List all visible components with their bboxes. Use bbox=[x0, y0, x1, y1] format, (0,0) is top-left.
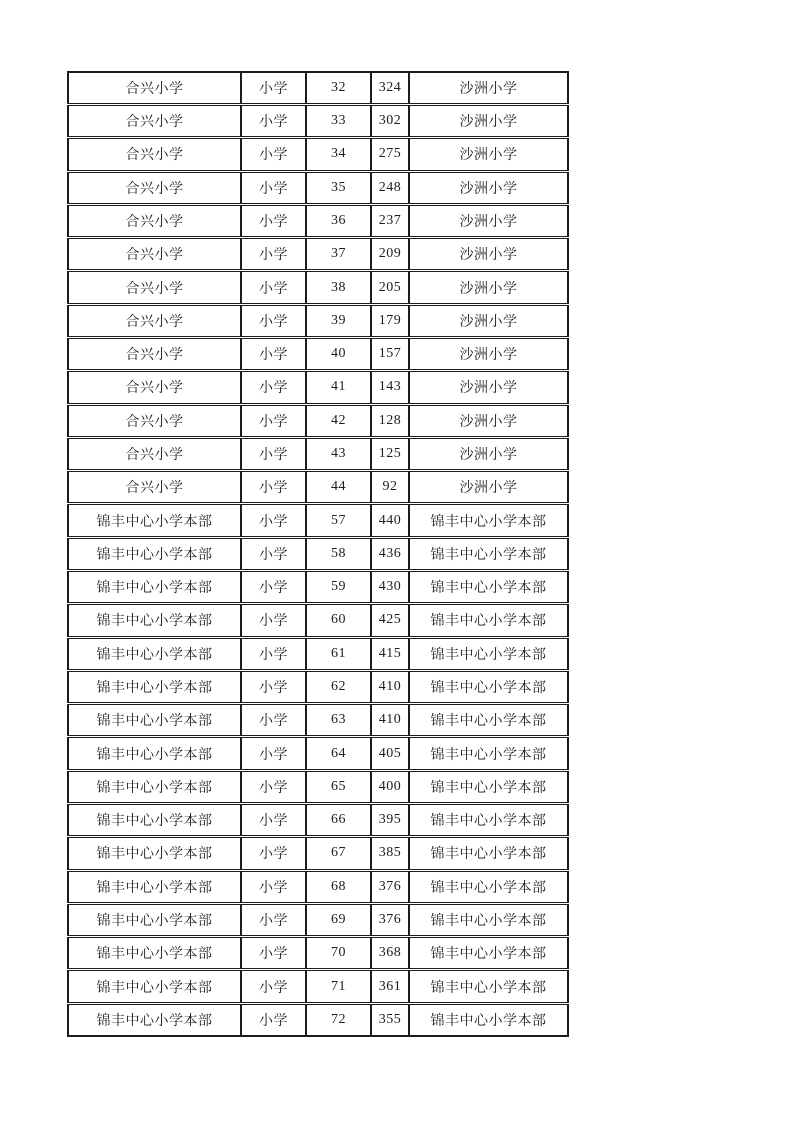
school-name-cell: 锦丰中心小学本部 bbox=[68, 837, 241, 870]
count-cell: 355 bbox=[371, 1003, 409, 1036]
sequence-number-cell: 70 bbox=[306, 937, 371, 970]
target-school-cell: 沙洲小学 bbox=[409, 138, 568, 171]
sequence-number-cell: 37 bbox=[306, 238, 371, 271]
sequence-number-cell: 67 bbox=[306, 837, 371, 870]
school-type-cell: 小学 bbox=[241, 970, 306, 1003]
school-name-cell: 锦丰中心小学本部 bbox=[68, 504, 241, 537]
school-type-cell: 小学 bbox=[241, 338, 306, 371]
table-row bbox=[68, 970, 568, 1003]
sequence-number-cell: 63 bbox=[306, 704, 371, 737]
school-type-cell: 小学 bbox=[241, 204, 306, 237]
table-row bbox=[68, 404, 568, 437]
target-school-cell: 沙洲小学 bbox=[409, 404, 568, 437]
school-name-cell: 合兴小学 bbox=[68, 304, 241, 337]
table-row bbox=[68, 537, 568, 570]
table-row bbox=[68, 604, 568, 637]
target-school-cell: 锦丰中心小学本部 bbox=[409, 770, 568, 803]
table-row bbox=[68, 204, 568, 237]
school-name-cell: 锦丰中心小学本部 bbox=[68, 937, 241, 970]
count-cell: 324 bbox=[371, 72, 409, 105]
sequence-number-cell: 34 bbox=[306, 138, 371, 171]
table-row bbox=[68, 138, 568, 171]
school-name-cell: 锦丰中心小学本部 bbox=[68, 737, 241, 770]
school-name-cell: 合兴小学 bbox=[68, 105, 241, 138]
school-type-cell: 小学 bbox=[241, 803, 306, 836]
sequence-number-cell: 68 bbox=[306, 870, 371, 903]
count-cell: 143 bbox=[371, 371, 409, 404]
table-row bbox=[68, 271, 568, 304]
school-name-cell: 锦丰中心小学本部 bbox=[68, 770, 241, 803]
school-type-cell: 小学 bbox=[241, 471, 306, 504]
count-cell: 400 bbox=[371, 770, 409, 803]
sequence-number-cell: 33 bbox=[306, 105, 371, 138]
table-row bbox=[68, 903, 568, 936]
sequence-number-cell: 59 bbox=[306, 571, 371, 604]
table-row bbox=[68, 837, 568, 870]
school-type-cell: 小学 bbox=[241, 271, 306, 304]
table-row bbox=[68, 437, 568, 470]
target-school-cell: 锦丰中心小学本部 bbox=[409, 937, 568, 970]
school-table bbox=[67, 71, 569, 1037]
count-cell: 128 bbox=[371, 404, 409, 437]
table-body bbox=[68, 72, 568, 1036]
sequence-number-cell: 61 bbox=[306, 637, 371, 670]
table-row bbox=[68, 504, 568, 537]
count-cell: 157 bbox=[371, 338, 409, 371]
sequence-number-cell: 65 bbox=[306, 770, 371, 803]
count-cell: 376 bbox=[371, 903, 409, 936]
table-row bbox=[68, 571, 568, 604]
sequence-number-cell: 66 bbox=[306, 803, 371, 836]
table-row bbox=[68, 105, 568, 138]
target-school-cell: 沙洲小学 bbox=[409, 171, 568, 204]
table-row bbox=[68, 770, 568, 803]
count-cell: 385 bbox=[371, 837, 409, 870]
school-type-cell: 小学 bbox=[241, 670, 306, 703]
sequence-number-cell: 36 bbox=[306, 204, 371, 237]
target-school-cell: 锦丰中心小学本部 bbox=[409, 504, 568, 537]
school-name-cell: 锦丰中心小学本部 bbox=[68, 803, 241, 836]
school-name-cell: 锦丰中心小学本部 bbox=[68, 571, 241, 604]
school-name-cell: 锦丰中心小学本部 bbox=[68, 1003, 241, 1036]
school-name-cell: 合兴小学 bbox=[68, 437, 241, 470]
target-school-cell: 锦丰中心小学本部 bbox=[409, 604, 568, 637]
count-cell: 425 bbox=[371, 604, 409, 637]
target-school-cell: 锦丰中心小学本部 bbox=[409, 803, 568, 836]
sequence-number-cell: 43 bbox=[306, 437, 371, 470]
sequence-number-cell: 38 bbox=[306, 271, 371, 304]
count-cell: 430 bbox=[371, 571, 409, 604]
school-name-cell: 合兴小学 bbox=[68, 371, 241, 404]
count-cell: 179 bbox=[371, 304, 409, 337]
target-school-cell: 沙洲小学 bbox=[409, 471, 568, 504]
school-type-cell: 小学 bbox=[241, 404, 306, 437]
target-school-cell: 锦丰中心小学本部 bbox=[409, 737, 568, 770]
count-cell: 376 bbox=[371, 870, 409, 903]
school-name-cell: 锦丰中心小学本部 bbox=[68, 704, 241, 737]
count-cell: 440 bbox=[371, 504, 409, 537]
school-type-cell: 小学 bbox=[241, 737, 306, 770]
table-row bbox=[68, 737, 568, 770]
school-name-cell: 合兴小学 bbox=[68, 271, 241, 304]
school-type-cell: 小学 bbox=[241, 571, 306, 604]
target-school-cell: 沙洲小学 bbox=[409, 371, 568, 404]
count-cell: 405 bbox=[371, 737, 409, 770]
target-school-cell: 锦丰中心小学本部 bbox=[409, 704, 568, 737]
school-name-cell: 锦丰中心小学本部 bbox=[68, 604, 241, 637]
school-name-cell: 合兴小学 bbox=[68, 338, 241, 371]
school-type-cell: 小学 bbox=[241, 72, 306, 105]
sequence-number-cell: 44 bbox=[306, 471, 371, 504]
table-row bbox=[68, 471, 568, 504]
target-school-cell: 锦丰中心小学本部 bbox=[409, 1003, 568, 1036]
school-type-cell: 小学 bbox=[241, 704, 306, 737]
school-type-cell: 小学 bbox=[241, 171, 306, 204]
target-school-cell: 锦丰中心小学本部 bbox=[409, 537, 568, 570]
target-school-cell: 锦丰中心小学本部 bbox=[409, 571, 568, 604]
sequence-number-cell: 39 bbox=[306, 304, 371, 337]
count-cell: 410 bbox=[371, 670, 409, 703]
school-name-cell: 锦丰中心小学本部 bbox=[68, 537, 241, 570]
target-school-cell: 沙洲小学 bbox=[409, 338, 568, 371]
school-type-cell: 小学 bbox=[241, 504, 306, 537]
table-row bbox=[68, 338, 568, 371]
target-school-cell: 沙洲小学 bbox=[409, 204, 568, 237]
school-type-cell: 小学 bbox=[241, 238, 306, 271]
table-row bbox=[68, 704, 568, 737]
table-row bbox=[68, 937, 568, 970]
table-row bbox=[68, 371, 568, 404]
target-school-cell: 沙洲小学 bbox=[409, 72, 568, 105]
sequence-number-cell: 58 bbox=[306, 537, 371, 570]
count-cell: 410 bbox=[371, 704, 409, 737]
target-school-cell: 锦丰中心小学本部 bbox=[409, 970, 568, 1003]
target-school-cell: 沙洲小学 bbox=[409, 238, 568, 271]
sequence-number-cell: 42 bbox=[306, 404, 371, 437]
school-name-cell: 合兴小学 bbox=[68, 204, 241, 237]
school-name-cell: 合兴小学 bbox=[68, 72, 241, 105]
school-type-cell: 小学 bbox=[241, 837, 306, 870]
count-cell: 209 bbox=[371, 238, 409, 271]
table-row bbox=[68, 670, 568, 703]
school-type-cell: 小学 bbox=[241, 637, 306, 670]
school-name-cell: 锦丰中心小学本部 bbox=[68, 970, 241, 1003]
target-school-cell: 沙洲小学 bbox=[409, 437, 568, 470]
table-row bbox=[68, 171, 568, 204]
count-cell: 361 bbox=[371, 970, 409, 1003]
school-name-cell: 合兴小学 bbox=[68, 238, 241, 271]
document-page bbox=[67, 71, 569, 1037]
school-type-cell: 小学 bbox=[241, 371, 306, 404]
school-type-cell: 小学 bbox=[241, 604, 306, 637]
count-cell: 436 bbox=[371, 537, 409, 570]
table-row bbox=[68, 1003, 568, 1036]
sequence-number-cell: 71 bbox=[306, 970, 371, 1003]
count-cell: 125 bbox=[371, 437, 409, 470]
table-row bbox=[68, 304, 568, 337]
sequence-number-cell: 41 bbox=[306, 371, 371, 404]
count-cell: 275 bbox=[371, 138, 409, 171]
count-cell: 302 bbox=[371, 105, 409, 138]
sequence-number-cell: 62 bbox=[306, 670, 371, 703]
count-cell: 205 bbox=[371, 271, 409, 304]
school-name-cell: 合兴小学 bbox=[68, 138, 241, 171]
table-row bbox=[68, 870, 568, 903]
sequence-number-cell: 64 bbox=[306, 737, 371, 770]
sequence-number-cell: 35 bbox=[306, 171, 371, 204]
target-school-cell: 沙洲小学 bbox=[409, 304, 568, 337]
target-school-cell: 锦丰中心小学本部 bbox=[409, 637, 568, 670]
count-cell: 395 bbox=[371, 803, 409, 836]
table-row bbox=[68, 72, 568, 105]
school-name-cell: 锦丰中心小学本部 bbox=[68, 670, 241, 703]
sequence-number-cell: 40 bbox=[306, 338, 371, 371]
target-school-cell: 锦丰中心小学本部 bbox=[409, 837, 568, 870]
table-row bbox=[68, 238, 568, 271]
target-school-cell: 锦丰中心小学本部 bbox=[409, 870, 568, 903]
count-cell: 368 bbox=[371, 937, 409, 970]
sequence-number-cell: 60 bbox=[306, 604, 371, 637]
sequence-number-cell: 72 bbox=[306, 1003, 371, 1036]
target-school-cell: 沙洲小学 bbox=[409, 271, 568, 304]
sequence-number-cell: 69 bbox=[306, 903, 371, 936]
table-row bbox=[68, 803, 568, 836]
school-type-cell: 小学 bbox=[241, 304, 306, 337]
count-cell: 248 bbox=[371, 171, 409, 204]
school-type-cell: 小学 bbox=[241, 537, 306, 570]
school-name-cell: 合兴小学 bbox=[68, 404, 241, 437]
sequence-number-cell: 32 bbox=[306, 72, 371, 105]
sequence-number-cell: 57 bbox=[306, 504, 371, 537]
school-type-cell: 小学 bbox=[241, 437, 306, 470]
school-type-cell: 小学 bbox=[241, 937, 306, 970]
school-type-cell: 小学 bbox=[241, 770, 306, 803]
school-name-cell: 锦丰中心小学本部 bbox=[68, 637, 241, 670]
school-name-cell: 锦丰中心小学本部 bbox=[68, 870, 241, 903]
count-cell: 415 bbox=[371, 637, 409, 670]
target-school-cell: 锦丰中心小学本部 bbox=[409, 903, 568, 936]
school-type-cell: 小学 bbox=[241, 903, 306, 936]
school-type-cell: 小学 bbox=[241, 870, 306, 903]
target-school-cell: 沙洲小学 bbox=[409, 105, 568, 138]
school-name-cell: 合兴小学 bbox=[68, 471, 241, 504]
count-cell: 237 bbox=[371, 204, 409, 237]
table-row bbox=[68, 637, 568, 670]
count-cell: 92 bbox=[371, 471, 409, 504]
school-name-cell: 合兴小学 bbox=[68, 171, 241, 204]
school-name-cell: 锦丰中心小学本部 bbox=[68, 903, 241, 936]
school-type-cell: 小学 bbox=[241, 105, 306, 138]
school-type-cell: 小学 bbox=[241, 138, 306, 171]
school-type-cell: 小学 bbox=[241, 1003, 306, 1036]
target-school-cell: 锦丰中心小学本部 bbox=[409, 670, 568, 703]
